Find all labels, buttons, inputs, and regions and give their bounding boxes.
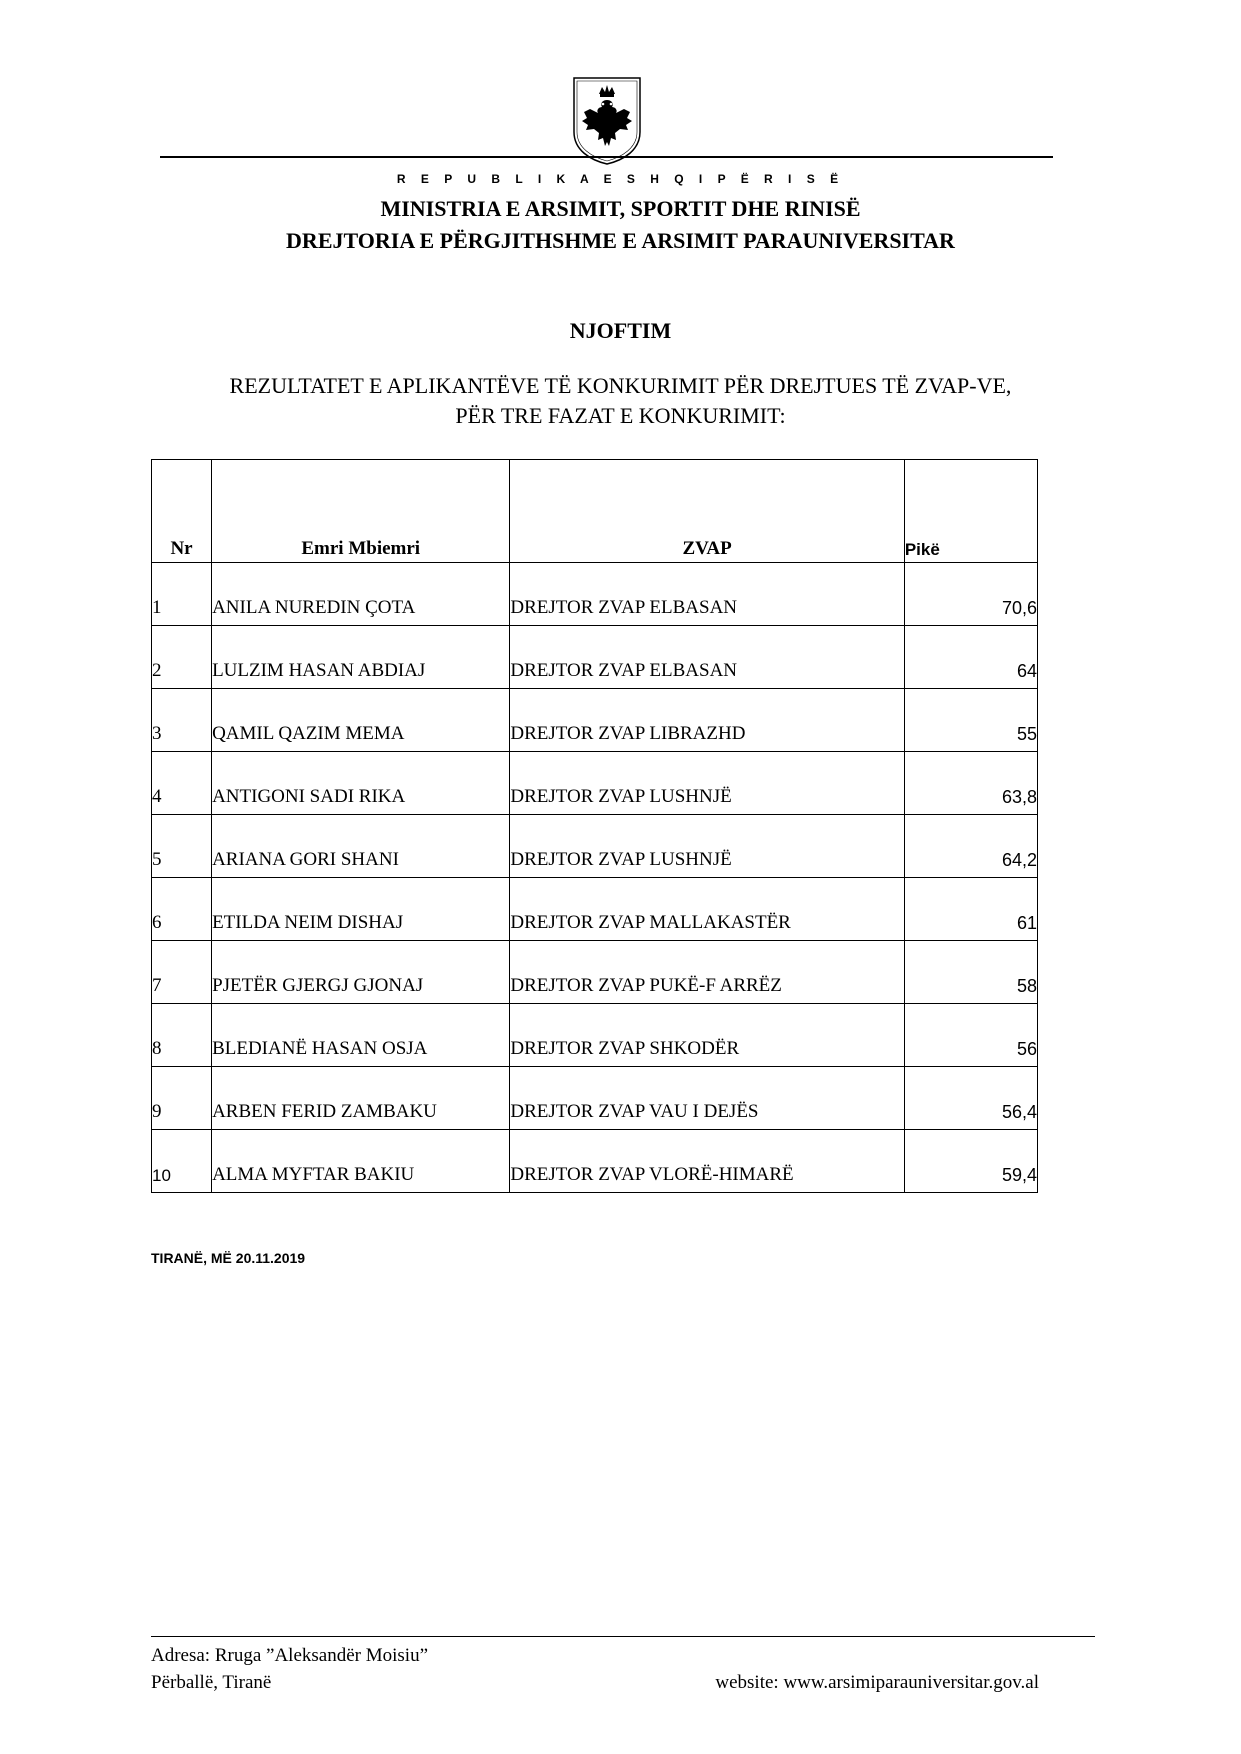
- table-row: [152, 1067, 1038, 1130]
- table-row: [152, 752, 1038, 815]
- cell-nr: 8: [152, 1004, 212, 1067]
- notice-subtitle-line-2: PËR TRE FAZAT E KONKURIMIT:: [455, 403, 786, 428]
- address-line-2: Përballë, Tiranë: [151, 1672, 272, 1693]
- cell-nr: 4: [152, 752, 212, 815]
- table-row: [152, 626, 1038, 689]
- column-header-points: Pikë: [904, 460, 1037, 563]
- albanian-coat-of-arms-icon: [572, 76, 642, 166]
- address-line-1: Adresa: Rruga ”Aleksandër Moisiu”: [151, 1645, 429, 1666]
- footer-address: [151, 1642, 428, 1696]
- cell-nr: 10: [152, 1130, 212, 1193]
- cell-name: ALMA MYFTAR BAKIU: [212, 1130, 510, 1193]
- cell-zvap: DREJTOR ZVAP VLORË-HIMARË: [510, 1130, 904, 1193]
- cell-points: 55: [904, 689, 1037, 752]
- cell-zvap: DREJTOR ZVAP LIBRAZHD: [510, 689, 904, 752]
- cell-zvap: DREJTOR ZVAP VAU I DEJËS: [510, 1067, 904, 1130]
- cell-nr: 1: [152, 563, 212, 626]
- cell-points: 56: [904, 1004, 1037, 1067]
- cell-name: ARIANA GORI SHANI: [212, 815, 510, 878]
- table-row: [152, 689, 1038, 752]
- cell-zvap: DREJTOR ZVAP LUSHNJË: [510, 815, 904, 878]
- cell-points: 59,4: [904, 1130, 1037, 1193]
- column-header-nr: Nr: [152, 460, 212, 563]
- ministry-heading: MINISTRIA E ARSIMIT, SPORTIT DHE RINISË: [380, 196, 861, 221]
- cell-points: 61: [904, 878, 1037, 941]
- header-divider: [160, 156, 1053, 158]
- notice-title: NJOFTIM: [569, 318, 672, 343]
- cell-name: QAMIL QAZIM MEMA: [212, 689, 510, 752]
- cell-points: 64: [904, 626, 1037, 689]
- cell-zvap: DREJTOR ZVAP PUKË-F ARRËZ: [510, 941, 904, 1004]
- cell-zvap: DREJTOR ZVAP ELBASAN: [510, 626, 904, 689]
- cell-name: ANILA NUREDIN ÇOTA: [212, 563, 510, 626]
- republic-heading: R E P U B L I K A E S H Q I P Ë R I S Ë: [396, 172, 845, 186]
- cell-points: 64,2: [904, 815, 1037, 878]
- table-row: [152, 1130, 1038, 1193]
- cell-nr: 5: [152, 815, 212, 878]
- table-row: [152, 563, 1038, 626]
- cell-points: 56,4: [904, 1067, 1037, 1130]
- column-header-name: Emri Mbiemri: [212, 460, 510, 563]
- cell-name: ANTIGONI SADI RIKA: [212, 752, 510, 815]
- footer-divider: [151, 1636, 1095, 1637]
- table-row: [152, 815, 1038, 878]
- cell-points: 63,8: [904, 752, 1037, 815]
- cell-name: ETILDA NEIM DISHAJ: [212, 878, 510, 941]
- cell-name: ARBEN FERID ZAMBAKU: [212, 1067, 510, 1130]
- cell-name: BLEDIANË HASAN OSJA: [212, 1004, 510, 1067]
- column-header-zvap: ZVAP: [510, 460, 904, 563]
- table-header-row: [152, 460, 1038, 563]
- cell-points: 70,6: [904, 563, 1037, 626]
- cell-name: PJETËR GJERGJ GJONAJ: [212, 941, 510, 1004]
- cell-nr: 9: [152, 1067, 212, 1130]
- table-row: [152, 1004, 1038, 1067]
- cell-points: 58: [904, 941, 1037, 1004]
- date-line: TIRANË, MË 20.11.2019: [151, 1250, 306, 1266]
- cell-zvap: DREJTOR ZVAP LUSHNJË: [510, 752, 904, 815]
- cell-zvap: DREJTOR ZVAP SHKODËR: [510, 1004, 904, 1067]
- cell-nr: 7: [152, 941, 212, 1004]
- cell-nr: 2: [152, 626, 212, 689]
- footer-website: website: www.arsimiparauniversitar.gov.al: [715, 1672, 1039, 1693]
- cell-name: LULZIM HASAN ABDIAJ: [212, 626, 510, 689]
- cell-zvap: DREJTOR ZVAP MALLAKASTËR: [510, 878, 904, 941]
- notice-subtitle-line-1: REZULTATET E APLIKANTËVE TË KONKURIMIT PËR DREJTUES TË ZVAP-VE,: [229, 373, 1012, 398]
- results-table: [151, 459, 1038, 1193]
- directorate-heading: DREJTORIA E PËRGJITHSHME E ARSIMIT PARAUNIVERSITAR: [286, 228, 955, 253]
- cell-nr: 3: [152, 689, 212, 752]
- cell-zvap: DREJTOR ZVAP ELBASAN: [510, 563, 904, 626]
- table-row: [152, 941, 1038, 1004]
- table-row: [152, 878, 1038, 941]
- cell-nr: 6: [152, 878, 212, 941]
